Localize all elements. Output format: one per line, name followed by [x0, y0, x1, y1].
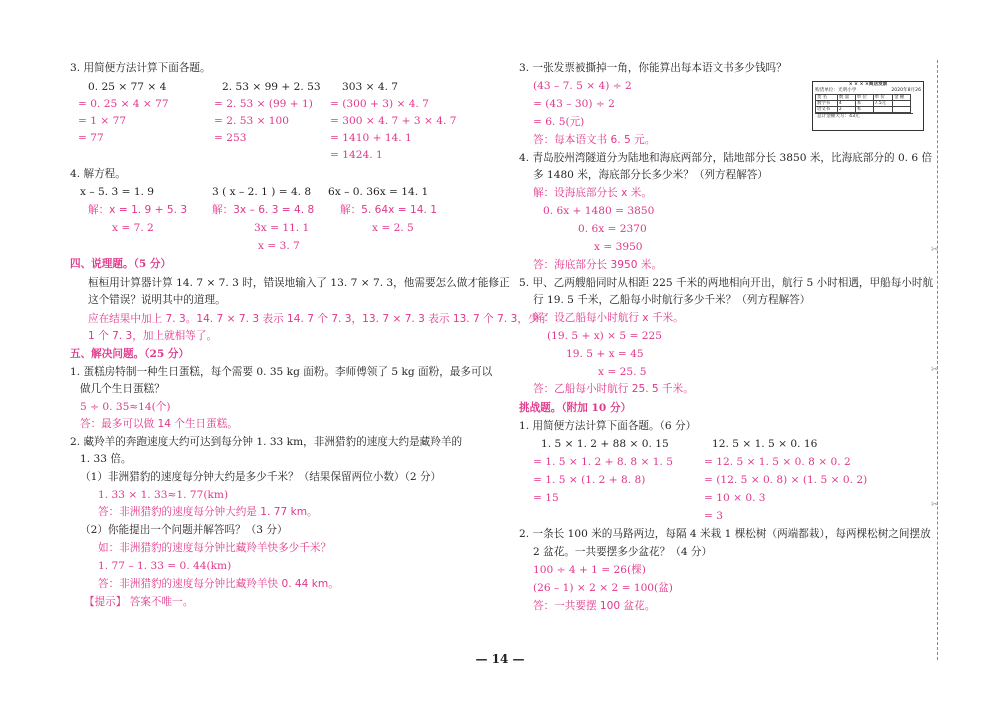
r3-step: = (43 – 30) ÷ 2 — [533, 98, 615, 110]
p2-question: 1. 33 倍。 — [80, 453, 132, 465]
receipt-cell: 数学书 — [816, 101, 838, 107]
ch1b-problem: 12. 5 × 1. 5 × 0. 16 — [712, 438, 818, 450]
p2-sub1: （1）非洲猎豹的速度每分钟大约是多少千米？（结果保留两位小数）（2 分） — [80, 471, 442, 483]
sec4-answer: 应在结果中加上 7. 3。14. 7 × 7. 3 表示 14. 7 个 7. 3，13. 7 × 7. 3 表示 13. 7 个 7. 3，少了 — [88, 313, 550, 325]
sec4-question: 这个错误？说明其中的道理。 — [88, 294, 226, 306]
ch1b-step: = 12. 5 × 1. 5 × 0. 8 × 0. 2 — [704, 456, 851, 468]
q4b-equation: 3 ( x – 2. 1 ) = 4. 8 — [212, 186, 312, 198]
receipt-header: 单 位 — [855, 95, 873, 101]
section-5-title: 五、解决问题。（25 分） — [70, 348, 190, 360]
r4-answer: 答：海底部分长 3950 米。 — [533, 259, 663, 271]
ch2-step: (26 – 1) × 2 × 2 = 100(盆) — [533, 582, 673, 594]
sec4-answer: 1 个 7. 3，加上就相等了。 — [88, 330, 218, 342]
q3b-step: = 2. 53 × (99 + 1) — [214, 98, 313, 110]
cut-line — [937, 60, 938, 660]
q4b-step: 解：3x – 6. 3 = 4. 8 — [212, 204, 315, 216]
p1-answer: 答：最多可以做 14 个生日蛋糕。 — [80, 418, 238, 430]
q3c-step: = (300 + 3) × 4. 7 — [330, 98, 429, 110]
r5-step: 解：设乙船每小时航行 x 千米。 — [533, 312, 684, 324]
q3a-step: = 0. 25 × 4 × 77 — [78, 98, 169, 110]
r5-question: 行 19. 5 千米，乙船每小时航行多少千米？（列方程解答） — [533, 294, 811, 306]
p1-question: 做几个生日蛋糕？ — [80, 383, 165, 395]
r3-question: 3. 一张发票被撕掉一角，你能算出每本语文书多少钱吗？ — [519, 62, 787, 74]
q4c-step: 解：5. 64x = 14. 1 — [340, 204, 437, 216]
receipt-cell — [893, 107, 911, 113]
p2-sub1-answer: 答：非洲猎豹的速度每分钟大约是 1. 77 km。 — [98, 506, 318, 518]
ch2-question: 2. 一条长 100 米的马路两边，每隔 4 米栽 1 棵松树（两端都栽），每两棵松树之间摆放 — [519, 528, 931, 540]
r5-step: (19. 5 + x) × 5 = 225 — [547, 330, 662, 342]
q4a-step: 解：x = 1. 9 + 5. 3 — [88, 204, 188, 216]
r4-step: 0. 6x + 1480 = 3850 — [543, 205, 655, 217]
q3a-problem: 0. 25 × 77 × 4 — [88, 81, 167, 93]
p2-question: 2. 藏羚羊的奔跑速度大约可达到每分钟 1. 33 km，非洲猎豹的速度大约是藏羚羊的 — [70, 436, 463, 448]
ch1-question: 1. 用简便方法计算下面各题。（6 分） — [519, 420, 697, 432]
r4-step: x = 3950 — [594, 241, 643, 253]
q3c-step: = 1424. 1 — [330, 149, 383, 161]
r3-answer: 答：每本语文书 6. 5 元。 — [533, 134, 656, 146]
r3-step: = 6. 5(元) — [533, 116, 585, 128]
receipt-cell: 本 — [855, 101, 873, 107]
scissor-mark-icon: ✂ — [931, 365, 939, 375]
q3c-step: = 1410 + 14. 1 — [330, 132, 412, 144]
receipt-header: 货 名 — [816, 95, 838, 101]
r3-step: (43 – 7. 5 × 4) ÷ 2 — [533, 80, 632, 92]
receipt-header: 金 额 — [893, 95, 911, 101]
p2-sub2-calc: 1. 77 – 1. 33 = 0. 44(km) — [98, 560, 232, 572]
receipt-cell: 本 — [855, 107, 873, 113]
q4a-step: x = 7. 2 — [112, 222, 154, 234]
receipt-header: 单 价 — [873, 95, 892, 101]
ch2-question: 2 盆花。一共要摆多少盆花？（4 分） — [533, 546, 713, 558]
p1-calc: 5 ÷ 0. 35≈14(个) — [80, 401, 171, 413]
p1-question: 1. 蛋糕房特制一种生日蛋糕，每个需要 0. 35 kg 面粉。李师傅领了 5 kg 面粉，最多可以 — [70, 366, 493, 378]
q3a-step: = 1 × 77 — [78, 115, 127, 127]
receipt-total: 总计金额大写：43元 — [815, 113, 913, 120]
r4-question: 4. 青岛胶州湾隧道分为陆地和海底两部分，陆地部分长 3850 米，比海底部分的 0. 6 倍 — [519, 152, 933, 164]
q4a-equation: x – 5. 3 = 1. 9 — [80, 186, 155, 198]
receipt-date: 2020年8月26 — [891, 88, 921, 93]
q4-title: 4. 解方程。 — [70, 168, 126, 180]
ch1b-step: = 3 — [704, 510, 723, 522]
r5-question: 5. 甲、乙两艘船同时从相距 225 千米的两地相向开出，航行 5 小时相遇，甲船每小时航 — [519, 277, 934, 289]
receipt-table — [815, 94, 911, 113]
q4c-step: x = 2. 5 — [372, 222, 414, 234]
r4-question: 多 1480 米，海底部分长多少米？（列方程解答） — [533, 169, 768, 181]
receipt-cell: 7.5元 — [873, 101, 892, 107]
receipt-cell: 语文书 — [816, 107, 838, 113]
p2-sub2-question: 如：非洲猎豹的速度每分钟比藏羚羊快多少千米？ — [98, 542, 332, 554]
p2-sub2: （2）你能提出一个问题并解答吗？（3 分） — [80, 524, 288, 536]
section-4-title: 四、说理题。（5 分） — [70, 258, 172, 270]
page-number: — 14 — — [475, 652, 525, 666]
q4c-equation: 6x – 0. 36x = 14. 1 — [328, 186, 429, 198]
ch1a-problem: 1. 5 × 1. 2 + 88 × 0. 15 — [541, 438, 669, 450]
q3c-problem: 303 × 4. 7 — [342, 81, 399, 93]
p2-sub1-calc: 1. 33 × 1. 33≈1. 77(km) — [98, 489, 229, 501]
r4-step: 0. 6x = 2370 — [578, 223, 647, 235]
ch1a-step: = 15 — [533, 492, 559, 504]
r5-step: 19. 5 + x = 45 — [566, 348, 644, 360]
receipt-buyer: 购货单位：光明小学 — [815, 88, 857, 93]
sec4-question: 桓桓用计算器计算 14. 7 × 7. 3 时，错误地输入了 13. 7 × 7. 3，他需要怎么做才能修正 — [88, 277, 510, 289]
receipt-cell: 2 — [837, 107, 855, 113]
receipt-title: × × × ×商店发票 — [848, 82, 888, 87]
ch2-answer: 答：一共要摆 100 盆花。 — [533, 600, 656, 612]
ch1b-step: = (12. 5 × 0. 8) × (1. 5 × 0. 2) — [704, 474, 868, 486]
challenge-title: 挑战题。（附加 10 分） — [519, 402, 632, 414]
ch1a-step: = 1. 5 × 1. 2 + 8. 8 × 1. 5 — [533, 456, 673, 468]
q4b-step: 3x = 11. 1 — [254, 222, 310, 234]
q3c-step: = 300 × 4. 7 + 3 × 4. 7 — [330, 115, 457, 127]
ch1a-step: = 1. 5 × (1. 2 + 8. 8) — [533, 474, 646, 486]
receipt-cell: 4 — [837, 101, 855, 107]
ch1b-step: = 10 × 0. 3 — [704, 492, 766, 504]
q3a-step: = 77 — [78, 132, 104, 144]
hint: 【提示】 答案不唯一。 — [84, 596, 194, 608]
q3b-step: = 2. 53 × 100 — [214, 115, 290, 127]
r5-step: x = 25. 5 — [598, 366, 647, 378]
ch2-step: 100 ÷ 4 + 1 = 26(棵) — [533, 564, 646, 576]
scissor-mark-icon: ✂ — [931, 245, 939, 255]
receipt-header: 数 量 — [837, 95, 855, 101]
receipt-cell — [873, 107, 892, 113]
q3b-step: = 253 — [214, 132, 247, 144]
p2-sub2-answer: 答：非洲猎豹的速度每分钟比藏羚羊快 0. 44 km。 — [98, 578, 339, 590]
q3b-problem: 2. 53 × 99 + 2. 53 — [222, 81, 321, 93]
q4b-step: x = 3. 7 — [258, 240, 300, 252]
r5-answer: 答：乙船每小时航行 25. 5 千米。 — [533, 383, 694, 395]
scissor-mark-icon: ✂ — [931, 500, 939, 510]
r4-step: 解：设海底部分长 x 米。 — [533, 187, 652, 199]
q3-title: 3. 用简便方法计算下面各题。 — [70, 62, 211, 74]
torn-receipt — [812, 81, 924, 131]
